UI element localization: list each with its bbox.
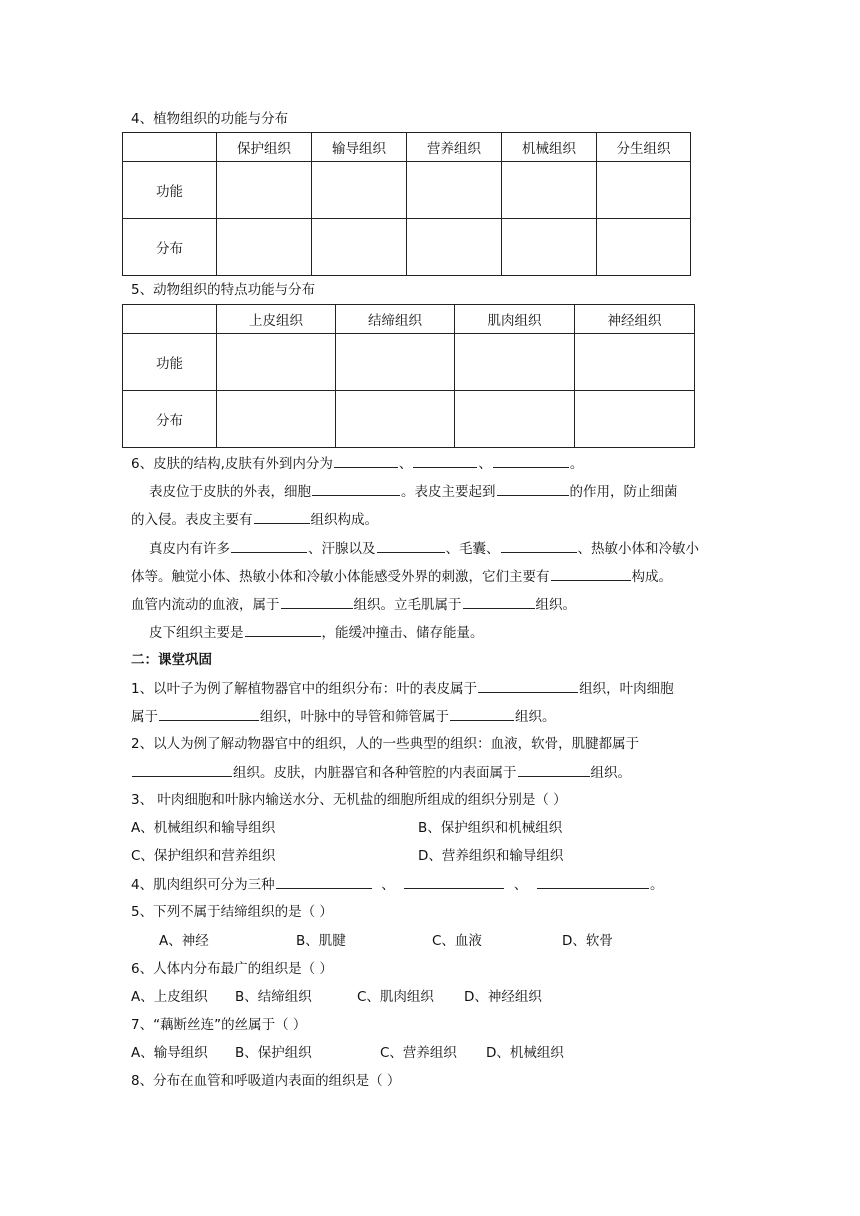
answer-blank[interactable] bbox=[537, 874, 649, 889]
header-epithelial-tissue: 上皮组织 bbox=[217, 305, 336, 334]
s2-q8-stem: 8、分布在血管和呼吸道内表面的组织是（ ） bbox=[131, 1073, 401, 1089]
table-row bbox=[123, 334, 695, 391]
skin-text: 组织。 bbox=[535, 597, 576, 613]
skin-text: 、毛囊、 bbox=[445, 541, 500, 557]
period: 。 bbox=[569, 456, 584, 472]
option-c[interactable]: C、营养组织 bbox=[380, 1045, 457, 1061]
option-b[interactable]: B、结缔组织 bbox=[235, 989, 312, 1005]
header-nutritive-tissue: 营养组织 bbox=[407, 133, 502, 162]
skin-line-4 bbox=[149, 538, 699, 559]
skin-text: 表皮位于皮肤的外表，细胞 bbox=[149, 484, 311, 500]
answer-blank[interactable] bbox=[413, 453, 477, 468]
answer-blank[interactable] bbox=[497, 481, 569, 496]
option-c[interactable]: C、肌肉组织 bbox=[357, 989, 434, 1005]
s2-q7-stem: 7、“藕断丝连”的丝属于（ ） bbox=[131, 1017, 307, 1033]
option-b[interactable]: B、肌腱 bbox=[296, 933, 346, 949]
option-a[interactable]: A、输导组织 bbox=[131, 1045, 208, 1061]
question-text: 组织。皮肤，内脏器官和各种管腔的内表面属于 bbox=[233, 765, 517, 781]
separator: 、 bbox=[478, 456, 492, 472]
skin-text: 体等。触觉小体、热敏小体和冷敏小体能感受外界的刺激，它们主要有 bbox=[131, 569, 550, 585]
answer-cell[interactable] bbox=[312, 219, 407, 276]
answer-cell[interactable] bbox=[597, 162, 691, 219]
answer-blank[interactable] bbox=[463, 594, 535, 609]
separator: 、 bbox=[381, 877, 395, 893]
answer-blank[interactable] bbox=[245, 622, 321, 637]
header-meristem-tissue: 分生组织 bbox=[597, 133, 691, 162]
answer-cell[interactable] bbox=[502, 219, 597, 276]
answer-blank[interactable] bbox=[231, 538, 307, 553]
table-header-row bbox=[123, 305, 695, 334]
skin-text: 真皮内有许多 bbox=[149, 541, 230, 557]
skin-text: 组织构成。 bbox=[310, 512, 378, 528]
option-b[interactable]: B、保护组织和机械组织 bbox=[418, 820, 563, 836]
skin-line-5 bbox=[131, 566, 672, 587]
row-label-function: 功能 bbox=[123, 162, 217, 219]
answer-cell[interactable] bbox=[575, 391, 695, 448]
option-d[interactable]: D、神经组织 bbox=[464, 989, 542, 1005]
answer-cell[interactable] bbox=[336, 391, 455, 448]
header-connective-tissue: 结缔组织 bbox=[336, 305, 455, 334]
skin-text: 。表皮主要起到 bbox=[401, 484, 496, 500]
animal-tissue-table bbox=[122, 304, 695, 448]
answer-blank[interactable] bbox=[518, 762, 590, 777]
answer-cell[interactable] bbox=[217, 391, 336, 448]
question-text: 组织。 bbox=[515, 709, 556, 725]
s2-q4 bbox=[131, 874, 663, 895]
table-corner-cell bbox=[123, 133, 217, 162]
answer-blank[interactable] bbox=[334, 453, 398, 468]
skin-text: 、热敏小体和冷敏小 bbox=[577, 541, 699, 557]
answer-blank[interactable] bbox=[281, 594, 353, 609]
header-protective-tissue: 保护组织 bbox=[217, 133, 312, 162]
answer-cell[interactable] bbox=[455, 334, 575, 391]
s2-q1-line-2 bbox=[131, 706, 556, 727]
option-d[interactable]: D、机械组织 bbox=[486, 1045, 564, 1061]
separator: 、 bbox=[513, 877, 528, 893]
skin-line-6 bbox=[131, 594, 576, 615]
question-text: 组织，叶脉中的导管和筛管属于 bbox=[260, 709, 449, 725]
question-text: 属于 bbox=[131, 709, 158, 725]
skin-text: 的入侵。表皮主要有 bbox=[131, 512, 253, 528]
table-row bbox=[123, 391, 695, 448]
answer-cell[interactable] bbox=[407, 219, 502, 276]
s2-q6-stem: 6、人体内分布最广的组织是（ ） bbox=[131, 961, 333, 977]
skin-text: 6、皮肤的结构,皮肤有外到内分为 bbox=[131, 456, 333, 472]
table-row bbox=[123, 162, 691, 219]
answer-cell[interactable] bbox=[407, 162, 502, 219]
row-label-distribution: 分布 bbox=[123, 219, 217, 276]
question-text: 组织，叶肉细胞 bbox=[579, 681, 674, 697]
answer-blank[interactable] bbox=[312, 481, 400, 496]
skin-line-2 bbox=[149, 481, 678, 502]
question-text: 组织。 bbox=[590, 765, 631, 781]
header-conducting-tissue: 输导组织 bbox=[312, 133, 407, 162]
table-row bbox=[123, 219, 691, 276]
skin-text: 构成。 bbox=[631, 569, 672, 585]
skin-text: 血管内流动的血液，属于 bbox=[131, 597, 280, 613]
separator: 、 bbox=[398, 456, 413, 472]
question-text: 1、以叶子为例了解植物器官中的组织分布：叶的表皮属于 bbox=[131, 681, 478, 697]
answer-cell[interactable] bbox=[502, 162, 597, 219]
option-a[interactable]: A、上皮组织 bbox=[131, 989, 208, 1005]
skin-text: 的作用，防止细菌 bbox=[569, 484, 678, 500]
question-text: 4、肌肉组织可分为三种 bbox=[131, 877, 275, 893]
answer-blank[interactable] bbox=[377, 538, 445, 553]
skin-line-3 bbox=[131, 509, 378, 530]
s2-q1-line-1 bbox=[131, 678, 674, 699]
option-c[interactable]: C、血液 bbox=[432, 933, 482, 949]
s2-q3-stem: 3、 叶肉细胞和叶脉内输送水分、无机盐的细胞所组成的组织分别是（ ） bbox=[131, 792, 567, 808]
q5-title: 5、动物组织的特点功能与分布 bbox=[131, 282, 316, 298]
skin-line-7 bbox=[149, 622, 484, 643]
answer-cell[interactable] bbox=[217, 334, 336, 391]
option-d[interactable]: D、软骨 bbox=[562, 933, 613, 949]
s2-q2-line-1: 2、以人为例了解动物器官中的组织，人的一些典型的组织：血液，软骨，肌腱都属于 bbox=[131, 736, 640, 752]
answer-cell[interactable] bbox=[575, 334, 695, 391]
answer-cell[interactable] bbox=[597, 219, 691, 276]
table-corner-cell bbox=[123, 305, 217, 334]
table-header-row bbox=[123, 133, 691, 162]
skin-text: ，能缓冲撞击、储存能量。 bbox=[321, 625, 484, 641]
header-muscle-tissue: 肌肉组织 bbox=[455, 305, 575, 334]
option-d[interactable]: D、营养组织和输导组织 bbox=[418, 848, 564, 864]
answer-blank[interactable] bbox=[501, 538, 577, 553]
header-mechanical-tissue: 机械组织 bbox=[502, 133, 597, 162]
answer-blank[interactable] bbox=[276, 874, 372, 889]
option-a[interactable]: A、神经 bbox=[159, 933, 209, 949]
skin-text: 、汗腺以及 bbox=[308, 541, 376, 557]
plant-tissue-table bbox=[122, 132, 691, 276]
skin-text: 皮下组织主要是 bbox=[149, 625, 244, 641]
option-b[interactable]: B、保护组织 bbox=[235, 1045, 312, 1061]
answer-blank[interactable] bbox=[478, 678, 578, 693]
row-label-function: 功能 bbox=[123, 334, 217, 391]
answer-blank[interactable] bbox=[450, 706, 514, 721]
answer-blank[interactable] bbox=[159, 706, 259, 721]
answer-cell[interactable] bbox=[217, 219, 312, 276]
skin-line-1 bbox=[131, 453, 583, 474]
answer-blank[interactable] bbox=[493, 453, 569, 468]
answer-cell[interactable] bbox=[336, 334, 455, 391]
answer-cell[interactable] bbox=[217, 162, 312, 219]
option-a[interactable]: A、机械组织和输导组织 bbox=[131, 820, 276, 836]
answer-blank[interactable] bbox=[132, 762, 232, 777]
section-heading: 二：课堂巩固 bbox=[131, 652, 212, 668]
period: 。 bbox=[649, 877, 664, 893]
answer-cell[interactable] bbox=[312, 162, 407, 219]
answer-blank[interactable] bbox=[254, 509, 310, 524]
header-nerve-tissue: 神经组织 bbox=[575, 305, 695, 334]
row-label-distribution: 分布 bbox=[123, 391, 217, 448]
answer-blank[interactable] bbox=[551, 566, 631, 581]
option-c[interactable]: C、保护组织和营养组织 bbox=[131, 848, 276, 864]
s2-q5-stem: 5、下列不属于结缔组织的是（ ） bbox=[131, 904, 333, 920]
s2-q2-line-2 bbox=[131, 762, 631, 783]
q4-title: 4、植物组织的功能与分布 bbox=[131, 111, 289, 127]
answer-blank[interactable] bbox=[404, 874, 504, 889]
answer-cell[interactable] bbox=[455, 391, 575, 448]
skin-text: 组织。立毛肌属于 bbox=[353, 597, 462, 613]
